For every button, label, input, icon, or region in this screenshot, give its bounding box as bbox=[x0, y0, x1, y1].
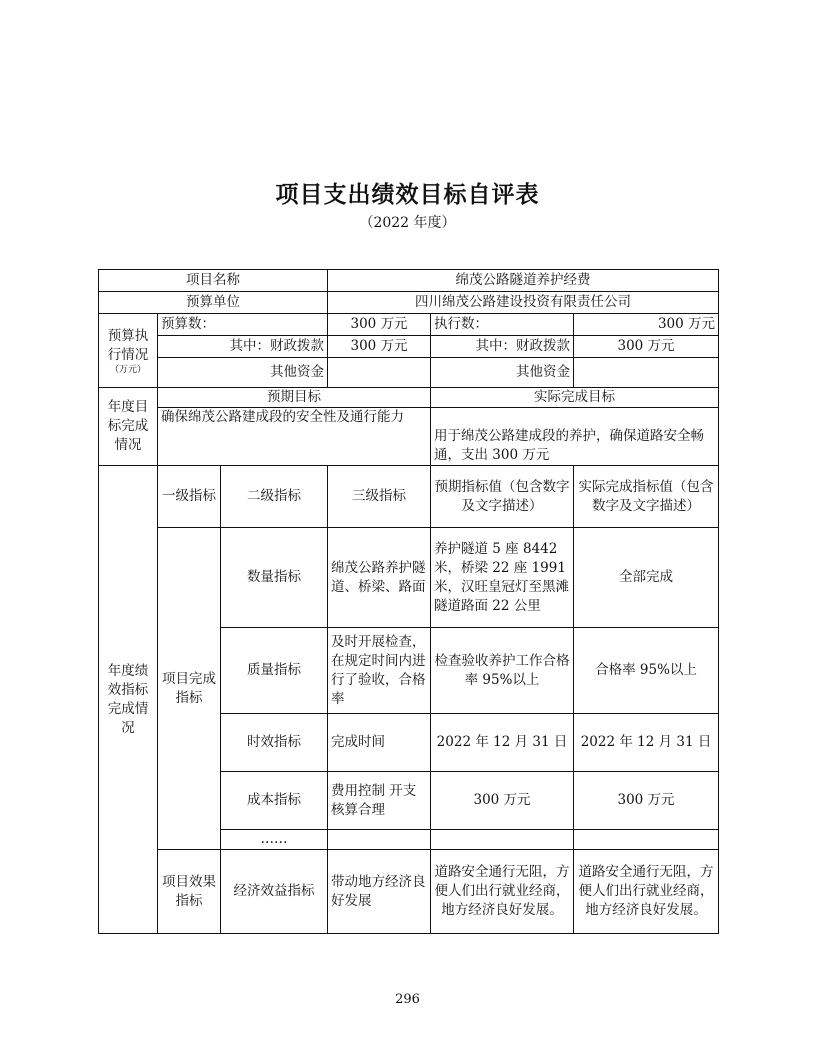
project-name-label: 项目名称 bbox=[99, 270, 328, 292]
expected-cell: 2022 年 12 月 31 日 bbox=[431, 714, 574, 772]
level3-cell: 完成时间 bbox=[328, 714, 431, 772]
fiscal-exec-label: 其中：财政拨款 bbox=[431, 336, 574, 358]
header-expected: 预期指标值（包含数字及文字描述） bbox=[431, 466, 574, 528]
actual-cell: 2022 年 12 月 31 日 bbox=[574, 714, 719, 772]
exec-amount-label: 执行数： bbox=[431, 314, 574, 336]
table-row bbox=[99, 358, 719, 388]
completion-group-label: 项目完成指标 bbox=[158, 528, 221, 850]
table-row bbox=[99, 336, 719, 358]
table-row bbox=[99, 388, 719, 408]
other-budget-label: 其他资金 bbox=[158, 358, 328, 388]
header-actual: 实际完成指标值（包含数字及文字描述） bbox=[574, 466, 719, 528]
budget-unit-label: 预算单位 bbox=[99, 292, 328, 314]
level2-cell: …… bbox=[221, 830, 328, 850]
expected-cell: 检查验收养护工作合格率 95%以上 bbox=[431, 628, 574, 714]
actual-goal-header: 实际完成目标 bbox=[431, 388, 719, 408]
table-row bbox=[99, 314, 719, 336]
fiscal-budget-value: 300 万元 bbox=[328, 336, 431, 358]
budget-section-label: 预算执行情况 （万元） bbox=[99, 314, 158, 388]
actual-cell: 300 万元 bbox=[574, 772, 719, 830]
indicators-section-label: 年度绩效指标完成情况 bbox=[99, 466, 158, 934]
level2-cell: 经济效益指标 bbox=[221, 850, 328, 934]
expected-cell: 道路安全通行无阻，方便人们出行就业经商，地方经济良好发展。 bbox=[431, 850, 574, 934]
actual-cell: 道路安全通行无阻，方便人们出行就业经商，地方经济良好发展。 bbox=[574, 850, 719, 934]
table-row bbox=[99, 850, 719, 934]
table-row bbox=[99, 270, 719, 292]
expected-goal-text: 确保绵茂公路建成段的安全性及通行能力 bbox=[158, 408, 431, 466]
level2-cell: 时效指标 bbox=[221, 714, 328, 772]
self-evaluation-table bbox=[98, 269, 719, 934]
expected-cell: 养护隧道 5 座 8442 米，桥梁 22 座 1991 米，汉旺皇冠灯至黑滩隧道路面 22 公里 bbox=[431, 528, 574, 628]
fiscal-exec-value: 300 万元 bbox=[574, 336, 719, 358]
effect-group-label: 项目效果指标 bbox=[158, 850, 221, 934]
fiscal-budget-label: 其中：财政拨款 bbox=[158, 336, 328, 358]
page-number: 296 bbox=[395, 992, 420, 1007]
budget-section-unit: （万元） bbox=[109, 364, 146, 375]
table-row bbox=[99, 408, 719, 466]
project-name-value: 绵茂公路隧道养护经费 bbox=[328, 270, 719, 292]
level3-cell bbox=[328, 830, 431, 850]
level2-cell: 数量指标 bbox=[221, 528, 328, 628]
other-budget-value bbox=[328, 358, 431, 388]
table-row bbox=[99, 292, 719, 314]
expected-cell bbox=[431, 830, 574, 850]
actual-goal-text: 用于绵茂公路建成段的养护，确保道路安全畅通，支出 300 万元 bbox=[431, 408, 719, 466]
budget-amount-label: 预算数： bbox=[158, 314, 328, 336]
level2-cell: 质量指标 bbox=[221, 628, 328, 714]
header-level1: 一级指标 bbox=[158, 466, 221, 528]
table-row bbox=[99, 528, 719, 628]
level3-cell: 费用控制 开支核算合理 bbox=[328, 772, 431, 830]
table-row bbox=[99, 466, 719, 528]
header-level2: 二级指标 bbox=[221, 466, 328, 528]
level3-cell: 绵茂公路养护隧道、桥梁、路面 bbox=[328, 528, 431, 628]
actual-cell bbox=[574, 830, 719, 850]
page-title: 项目支出绩效目标自评表 bbox=[275, 182, 540, 208]
level3-cell: 带动地方经济良好发展 bbox=[328, 850, 431, 934]
other-exec-value bbox=[574, 358, 719, 388]
other-exec-label: 其他资金 bbox=[431, 358, 574, 388]
page-subtitle: （2022 年度） bbox=[359, 215, 456, 231]
budget-unit-value: 四川绵茂公路建设投资有限责任公司 bbox=[328, 292, 719, 314]
actual-cell: 全部完成 bbox=[574, 528, 719, 628]
header-level3: 三级指标 bbox=[328, 466, 431, 528]
level3-cell: 及时开展检查，在规定时间内进行了验收，合格率 bbox=[328, 628, 431, 714]
expected-goal-header: 预期目标 bbox=[158, 388, 431, 408]
expected-cell: 300 万元 bbox=[431, 772, 574, 830]
annual-goal-label: 年度目标完成情况 bbox=[99, 388, 158, 466]
actual-cell: 合格率 95%以上 bbox=[574, 628, 719, 714]
level2-cell: 成本指标 bbox=[221, 772, 328, 830]
exec-amount-value: 300 万元 bbox=[574, 314, 719, 336]
budget-amount-value: 300 万元 bbox=[328, 314, 431, 336]
